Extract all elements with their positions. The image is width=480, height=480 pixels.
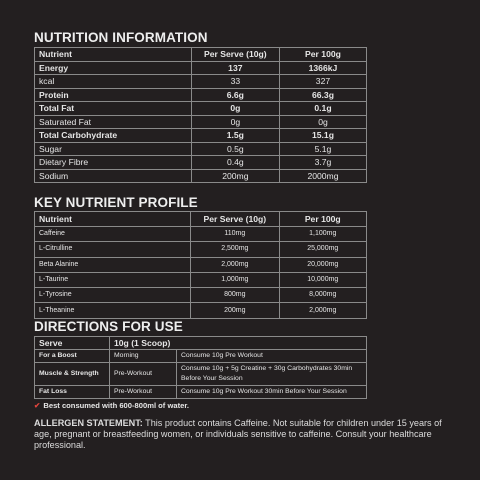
- per-serve-value: 6.6g: [191, 88, 279, 102]
- allergen-text: This product contains Caffeine. Not suitable for children under 15 years of age, pregnant or breastfeeding women, or individuals sensitive to caffeine. Consult your healthcare professional.: [34, 418, 442, 450]
- per-100g-value: 66.3g: [279, 88, 366, 102]
- per-serve-value: 137: [191, 61, 279, 75]
- nutrient-name: Total Fat: [35, 102, 192, 116]
- per-100g-value: 25,000mg: [279, 242, 366, 257]
- water-note-text: Best consumed with 600-800ml of water.: [43, 401, 189, 410]
- per-serve-value: 800mg: [191, 288, 279, 303]
- per-serve-value: 200mg: [191, 303, 279, 318]
- nutrient-name: kcal: [35, 75, 192, 89]
- directions-table: [34, 336, 367, 399]
- key-nutrient-table: [34, 211, 367, 319]
- table-row: [35, 272, 367, 287]
- table-row: [35, 242, 367, 257]
- nutrient-name: Dietary Fibre: [35, 156, 192, 170]
- nutrient-name: L-Citrulline: [35, 242, 191, 257]
- per-100g-value: 8,000mg: [279, 288, 366, 303]
- per-serve-value: 0g: [191, 115, 279, 129]
- column-header: Per Serve (10g): [191, 48, 279, 62]
- column-header: Nutrient: [35, 48, 192, 62]
- water-note: [34, 401, 189, 410]
- column-header: Per 100g: [279, 212, 366, 227]
- instruction-text: Consume 10g Pre Workout 30min Before Your Session: [177, 386, 367, 399]
- table-row: [35, 169, 367, 183]
- nutrient-name: Protein: [35, 88, 192, 102]
- table-row: [35, 386, 367, 399]
- table-row: [35, 75, 367, 89]
- nutrient-name: Beta Alanine: [35, 257, 191, 272]
- table-header-row: [35, 337, 367, 350]
- table-row: [35, 142, 367, 156]
- per-serve-value: 33: [191, 75, 279, 89]
- table-row: [35, 363, 367, 386]
- column-header: Serve: [35, 337, 110, 350]
- per-serve-value: 2,000mg: [191, 257, 279, 272]
- table-row: [35, 115, 367, 129]
- nutrient-name: L-Taurine: [35, 272, 191, 287]
- per-100g-value: 15.1g: [279, 129, 366, 143]
- timing-value: Morning: [110, 350, 177, 363]
- allergen-statement: [34, 418, 454, 451]
- check-icon: ✔: [34, 401, 41, 410]
- per-100g-value: 20,000mg: [279, 257, 366, 272]
- per-serve-value: 2,500mg: [191, 242, 279, 257]
- goal-label: Fat Loss: [35, 386, 110, 399]
- nutrient-name: Sugar: [35, 142, 192, 156]
- per-100g-value: 3.7g: [279, 156, 366, 170]
- nutrient-name: Total Carbohydrate: [35, 129, 192, 143]
- table-row: [35, 288, 367, 303]
- per-serve-value: 0.5g: [191, 142, 279, 156]
- instruction-text: Consume 10g Pre Workout: [177, 350, 367, 363]
- per-serve-value: 1,000mg: [191, 272, 279, 287]
- column-header: 10g (1 Scoop): [110, 337, 367, 350]
- per-100g-value: 1,100mg: [279, 227, 366, 242]
- per-100g-value: 0.1g: [279, 102, 366, 116]
- table-row: [35, 257, 367, 272]
- per-serve-value: 0g: [191, 102, 279, 116]
- column-header: Nutrient: [35, 212, 191, 227]
- table-row: [35, 350, 367, 363]
- table-row: [35, 156, 367, 170]
- nutrient-name: L-Tyrosine: [35, 288, 191, 303]
- key-nutrient-title: KEY NUTRIENT PROFILE: [34, 195, 198, 210]
- table-row: [35, 129, 367, 143]
- timing-value: Pre-Workout: [110, 386, 177, 399]
- table-row: [35, 88, 367, 102]
- table-row: [35, 303, 367, 318]
- per-100g-value: 0g: [279, 115, 366, 129]
- nutrient-name: L-Theanine: [35, 303, 191, 318]
- column-header: Per 100g: [279, 48, 366, 62]
- table-row: [35, 102, 367, 116]
- nutrient-name: Caffeine: [35, 227, 191, 242]
- goal-label: Muscle & Strength: [35, 363, 110, 386]
- nutrition-table: [34, 47, 367, 183]
- per-serve-value: 1.5g: [191, 129, 279, 143]
- per-100g-value: 1366kJ: [279, 61, 366, 75]
- nutrition-title: NUTRITION INFORMATION: [34, 30, 208, 45]
- directions-title: DIRECTIONS FOR USE: [34, 319, 183, 334]
- per-serve-value: 110mg: [191, 227, 279, 242]
- per-100g-value: 2000mg: [279, 169, 366, 183]
- allergen-label: ALLERGEN STATEMENT:: [34, 418, 143, 428]
- timing-value: Pre-Workout: [110, 363, 177, 386]
- table-header-row: [35, 212, 367, 227]
- goal-label: For a Boost: [35, 350, 110, 363]
- nutrient-name: Energy: [35, 61, 192, 75]
- per-serve-value: 200mg: [191, 169, 279, 183]
- per-100g-value: 5.1g: [279, 142, 366, 156]
- per-100g-value: 2,000mg: [279, 303, 366, 318]
- instruction-text: Consume 10g + 5g Creatine + 30g Carbohydrates 30min Before Your Session: [177, 363, 367, 386]
- per-100g-value: 327: [279, 75, 366, 89]
- per-100g-value: 10,000mg: [279, 272, 366, 287]
- table-header-row: [35, 48, 367, 62]
- nutrient-name: Saturated Fat: [35, 115, 192, 129]
- column-header: Per Serve (10g): [191, 212, 279, 227]
- per-serve-value: 0.4g: [191, 156, 279, 170]
- table-row: [35, 227, 367, 242]
- nutrient-name: Sodium: [35, 169, 192, 183]
- table-row: [35, 61, 367, 75]
